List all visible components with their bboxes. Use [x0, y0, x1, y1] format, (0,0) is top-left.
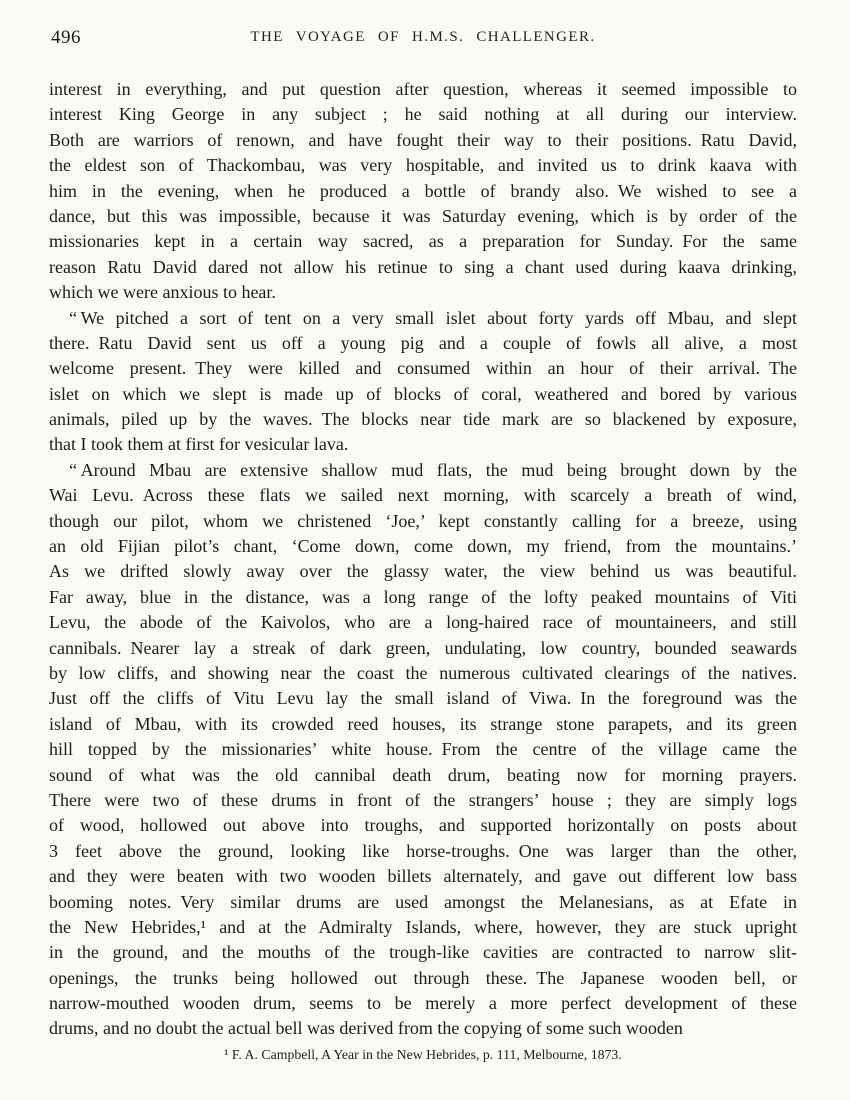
text-line: Just off the cliffs of Vitu Levu lay the small island of Viwa. In the foreground was the — [49, 688, 797, 709]
text-line: Wai Levu. Across these flats we sailed next morning, with scarcely a breath of wind, — [49, 485, 797, 506]
text-line: dance, but this was impossible, because it was Saturday evening, which is by order of the — [49, 205, 797, 226]
text-line: openings, the trunks being hollowed out through these. The Japanese wooden bell, or — [49, 967, 797, 988]
text-line: As we drifted slowly away over the glassy water, the view behind us was beautiful. — [49, 561, 797, 582]
text-line: islet on which we slept is made up of blocks of coral, weathered and bored by various — [49, 383, 797, 404]
text-line: Levu, the abode of the Kaivolos, who are a long-haired race of mountaineers, and still — [49, 612, 797, 633]
text-line: of wood, hollowed out above into troughs, and supported horizontally on posts about — [49, 815, 797, 836]
text-line: animals, piled up by the waves. The blocks near tide mark are so blackened by exposure, — [49, 409, 797, 430]
footnote: ¹ F. A. Campbell, A Year in the New Hebrides, p. 111, Melbourne, 1873. — [224, 1047, 622, 1062]
text-line: “ We pitched a sort of tent on a very small islet about forty yards off Mbau, and slept — [69, 307, 797, 328]
text-line: interest in everything, and put question after question, whereas it seemed impossible to — [49, 79, 797, 99]
paragraph — [49, 306, 797, 458]
text-line: Both are warriors of renown, and have fought their way to their positions. Ratu David, — [49, 129, 797, 150]
text-line: hill topped by the missionaries’ white house. From the centre of the village came the — [49, 739, 797, 760]
text-line: Far away, blue in the distance, was a long range of the lofty peaked mountains of Viti — [49, 586, 797, 607]
paragraph — [49, 77, 797, 306]
text-line: in the ground, and the mouths of the trough-like cavities are contracted to narrow slit- — [49, 942, 797, 963]
running-title: THE VOYAGE OF H.M.S. CHALLENGER. — [250, 29, 596, 45]
text-line: an old Fijian pilot’s chant, ‘Come down, come down, my friend, from the mountains.’ — [49, 536, 797, 557]
text-line: narrow-mouthed wooden drum, seems to be merely a more perfect development of these — [49, 993, 797, 1014]
text-line: the New Hebrides,¹ and at the Admiralty Islands, where, however, they are stuck upright — [49, 916, 797, 937]
paragraph — [49, 458, 797, 1042]
text-line: him in the evening, when he produced a bottle of brandy also. We wished to see a — [49, 180, 797, 201]
text-line: drums, and no doubt the actual bell was derived from the copying of some such wooden — [49, 1018, 683, 1039]
text-line: missionaries kept in a certain way sacred, as a preparation for Sunday. For the same — [49, 231, 797, 252]
text-line: sound of what was the old cannibal death drum, beating now for morning prayers. — [49, 764, 797, 785]
text-line: booming notes. Very similar drums are used amongst the Melanesians, as at Efate in — [49, 891, 797, 912]
text-line: island of Mbau, with its crowded reed houses, its strange stone parapets, and its green — [49, 713, 797, 734]
text-line: and they were beaten with two wooden billets alternately, and gave out different low bass — [49, 866, 797, 887]
text-line: by low cliffs, and showing near the coast the numerous cultivated clearings of the natives. — [49, 662, 797, 683]
text-line: the eldest son of Thackombau, was very hospitable, and invited us to drink kaava with — [49, 155, 797, 176]
page-number: 496 — [51, 27, 81, 48]
text-line: there. Ratu David sent us off a young pig and a couple of fowls all alive, a most — [49, 332, 797, 353]
text-line: 3 feet above the ground, looking like horse-troughs. One was larger than the other, — [49, 840, 797, 861]
text-line: There were two of these drums in front of the strangers’ house ; they are simply logs — [49, 789, 797, 810]
body-text — [49, 77, 797, 1042]
text-line: cannibals. Nearer lay a streak of dark green, undulating, low country, bounded seawards — [49, 637, 797, 658]
text-line: “ Around Mbau are extensive shallow mud flats, the mud being brought down by the — [69, 459, 797, 480]
text-line: interest King George in any subject ; he said nothing at all during our interview. — [49, 104, 797, 125]
text-line: welcome present. They were killed and consumed within an hour of their arrival. The — [49, 358, 797, 379]
text-line: though our pilot, whom we christened ‘Joe,’ kept constantly calling for a breeze, using — [49, 510, 797, 531]
text-line: that I took them at first for vesicular lava. — [49, 434, 349, 455]
text-line: which we were anxious to hear. — [49, 282, 276, 303]
text-line: reason Ratu David dared not allow his retinue to sing a chant used during kaava drinking, — [49, 256, 797, 277]
